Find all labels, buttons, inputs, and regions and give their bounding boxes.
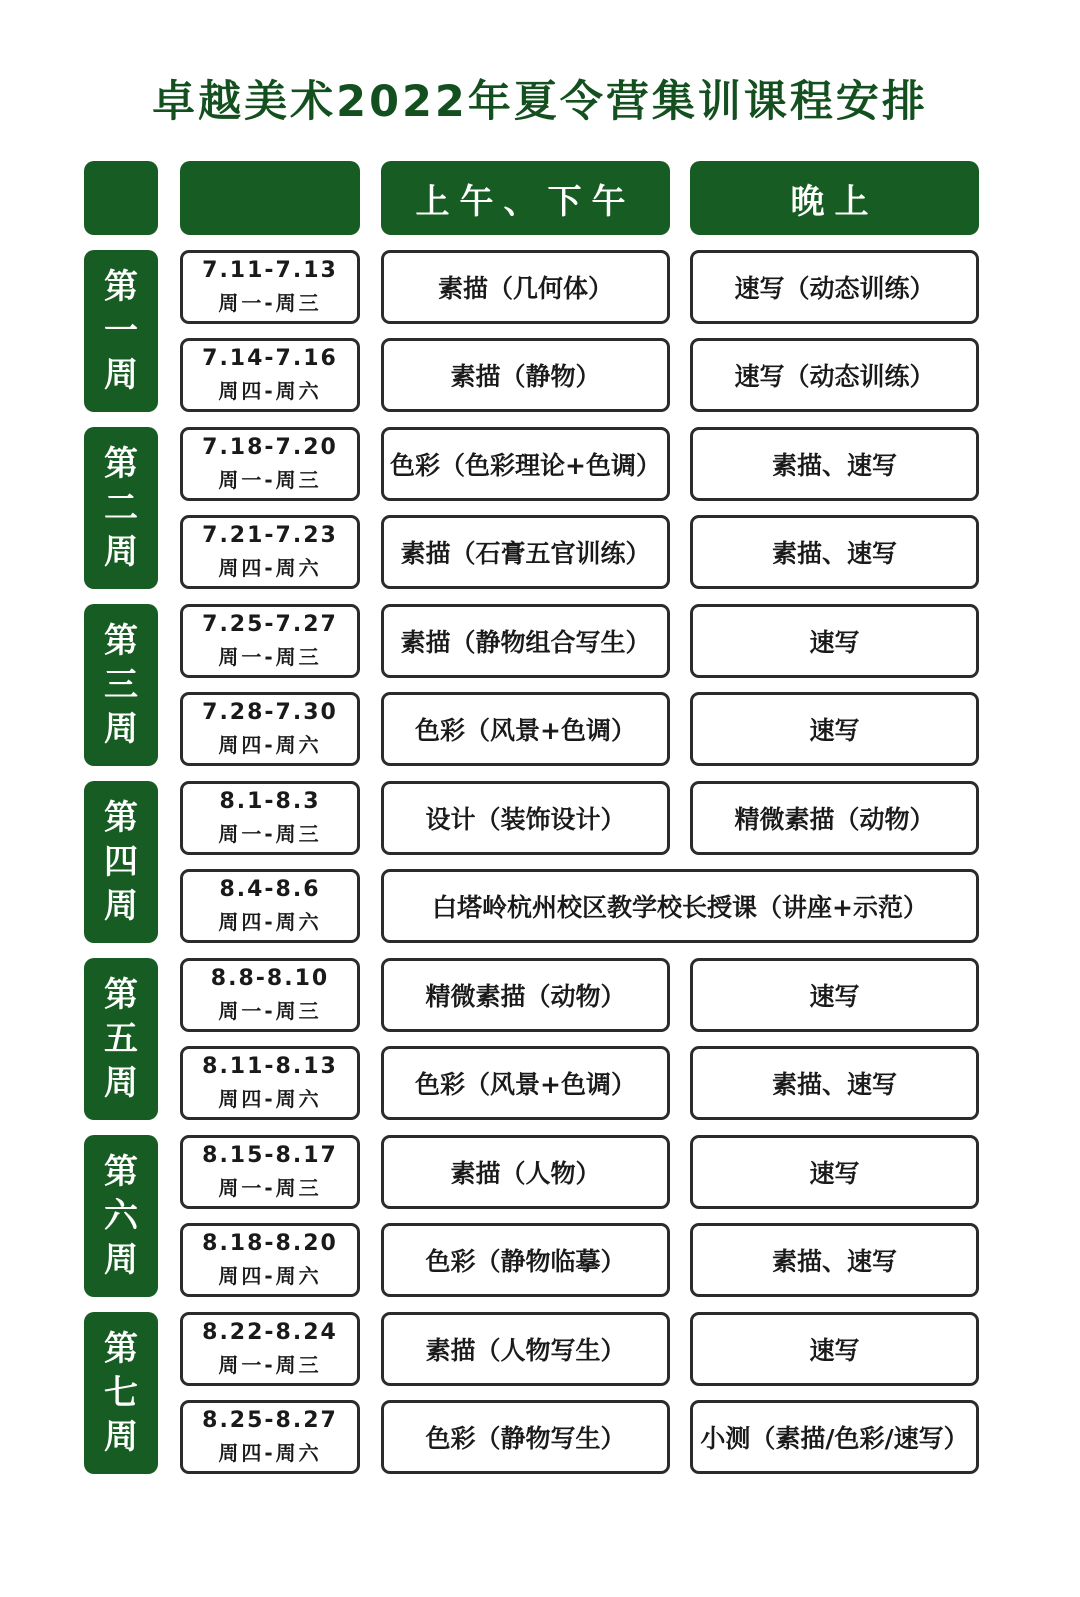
weekday-range: 周四-周六 xyxy=(218,1441,322,1465)
week-label xyxy=(84,250,158,412)
week-label-char: 周 xyxy=(104,1417,138,1457)
daytime-course-cell: 素描（静物组合写生） xyxy=(381,604,670,678)
week-label-char: 第 xyxy=(104,444,138,484)
evening-course-cell: 素描、速写 xyxy=(690,1046,979,1120)
week-label xyxy=(84,604,158,766)
weekday-range: 周四-周六 xyxy=(218,556,322,580)
date-cell xyxy=(180,1223,360,1297)
weekday-range: 周一-周三 xyxy=(218,468,322,492)
daytime-course-cell: 色彩（色彩理论+色调） xyxy=(381,427,670,501)
date-range: 7.25-7.27 xyxy=(202,612,338,637)
header-daytime: 上午、下午 xyxy=(381,161,670,235)
date-range: 7.21-7.23 xyxy=(202,523,338,548)
evening-course-cell: 精微素描（动物） xyxy=(690,781,979,855)
date-range: 8.25-8.27 xyxy=(202,1408,338,1433)
weekday-range: 周四-周六 xyxy=(218,733,322,757)
date-cell xyxy=(180,250,360,324)
daytime-course-cell: 色彩（静物临摹） xyxy=(381,1223,670,1297)
week-label-char: 七 xyxy=(104,1373,138,1413)
weekday-range: 周一-周三 xyxy=(218,291,322,315)
date-cell xyxy=(180,1400,360,1474)
date-cell xyxy=(180,1312,360,1386)
weekday-range: 周四-周六 xyxy=(218,1087,322,1111)
date-range: 8.18-8.20 xyxy=(202,1231,338,1256)
date-range: 8.8-8.10 xyxy=(210,966,330,991)
weekday-range: 周一-周三 xyxy=(218,999,322,1023)
weekday-range: 周四-周六 xyxy=(218,1264,322,1288)
weekday-range: 周四-周六 xyxy=(218,379,322,403)
date-range: 8.4-8.6 xyxy=(219,877,321,902)
daytime-course-cell: 素描（静物） xyxy=(381,338,670,412)
week-label-char: 周 xyxy=(104,1240,138,1280)
evening-course-cell: 速写 xyxy=(690,1312,979,1386)
date-cell xyxy=(180,1135,360,1209)
date-range: 8.22-8.24 xyxy=(202,1320,338,1345)
header-evening: 晚上 xyxy=(690,161,979,235)
evening-course-cell: 素描、速写 xyxy=(690,1223,979,1297)
week-label xyxy=(84,427,158,589)
week-label-char: 周 xyxy=(104,532,138,572)
date-cell xyxy=(180,958,360,1032)
date-cell xyxy=(180,515,360,589)
date-range: 8.1-8.3 xyxy=(219,789,321,814)
week-label-char: 第 xyxy=(104,798,138,838)
evening-course-cell: 素描、速写 xyxy=(690,427,979,501)
week-label-char: 周 xyxy=(104,709,138,749)
daytime-course-cell: 素描（几何体） xyxy=(381,250,670,324)
header-blank-date xyxy=(180,161,360,235)
week-label-char: 六 xyxy=(104,1196,138,1236)
week-label-char: 五 xyxy=(104,1019,138,1059)
weekday-range: 周一-周三 xyxy=(218,822,322,846)
date-cell xyxy=(180,692,360,766)
evening-course-cell: 小测（素描/色彩/速写） xyxy=(690,1400,979,1474)
daytime-course-cell: 精微素描（动物） xyxy=(381,958,670,1032)
date-range: 7.11-7.13 xyxy=(202,258,338,283)
week-label xyxy=(84,781,158,943)
week-label-char: 二 xyxy=(104,488,138,528)
evening-course-cell: 速写 xyxy=(690,1135,979,1209)
week-label-char: 周 xyxy=(104,886,138,926)
week-label-char: 周 xyxy=(104,355,138,395)
date-range: 7.14-7.16 xyxy=(202,346,338,371)
header-blank-week xyxy=(84,161,158,235)
evening-course-cell: 素描、速写 xyxy=(690,515,979,589)
page-title: 卓越美术2022年夏令营集训课程安排 xyxy=(152,77,928,127)
evening-course-cell: 速写 xyxy=(690,604,979,678)
week-label-char: 第 xyxy=(104,267,138,307)
week-label-char: 第 xyxy=(104,621,138,661)
merged-course-cell: 白塔岭杭州校区教学校长授课（讲座+示范） xyxy=(381,869,979,943)
week-label-char: 周 xyxy=(104,1063,138,1103)
evening-course-cell: 速写 xyxy=(690,958,979,1032)
week-label-char: 第 xyxy=(104,975,138,1015)
date-cell xyxy=(180,1046,360,1120)
daytime-course-cell: 色彩（风景+色调） xyxy=(381,692,670,766)
week-label-char: 第 xyxy=(104,1329,138,1369)
evening-course-cell: 速写（动态训练） xyxy=(690,338,979,412)
week-label-char: 第 xyxy=(104,1152,138,1192)
daytime-course-cell: 素描（石膏五官训练） xyxy=(381,515,670,589)
date-range: 7.28-7.30 xyxy=(202,700,338,725)
week-label-char: 四 xyxy=(104,842,138,882)
daytime-course-cell: 色彩（风景+色调） xyxy=(381,1046,670,1120)
week-label-char: 一 xyxy=(104,311,138,351)
date-cell xyxy=(180,781,360,855)
date-cell xyxy=(180,869,360,943)
evening-course-cell: 速写 xyxy=(690,692,979,766)
date-range: 8.11-8.13 xyxy=(202,1054,338,1079)
weekday-range: 周一-周三 xyxy=(218,1176,322,1200)
weekday-range: 周一-周三 xyxy=(218,1353,322,1377)
week-label xyxy=(84,1135,158,1297)
daytime-course-cell: 素描（人物写生） xyxy=(381,1312,670,1386)
weekday-range: 周一-周三 xyxy=(218,645,322,669)
week-label xyxy=(84,1312,158,1474)
date-cell xyxy=(180,427,360,501)
daytime-course-cell: 色彩（静物写生） xyxy=(381,1400,670,1474)
date-cell xyxy=(180,338,360,412)
week-label-char: 三 xyxy=(104,665,138,705)
daytime-course-cell: 素描（人物） xyxy=(381,1135,670,1209)
date-range: 8.15-8.17 xyxy=(202,1143,338,1168)
weekday-range: 周四-周六 xyxy=(218,910,322,934)
daytime-course-cell: 设计（装饰设计） xyxy=(381,781,670,855)
evening-course-cell: 速写（动态训练） xyxy=(690,250,979,324)
week-label xyxy=(84,958,158,1120)
date-range: 7.18-7.20 xyxy=(202,435,338,460)
date-cell xyxy=(180,604,360,678)
